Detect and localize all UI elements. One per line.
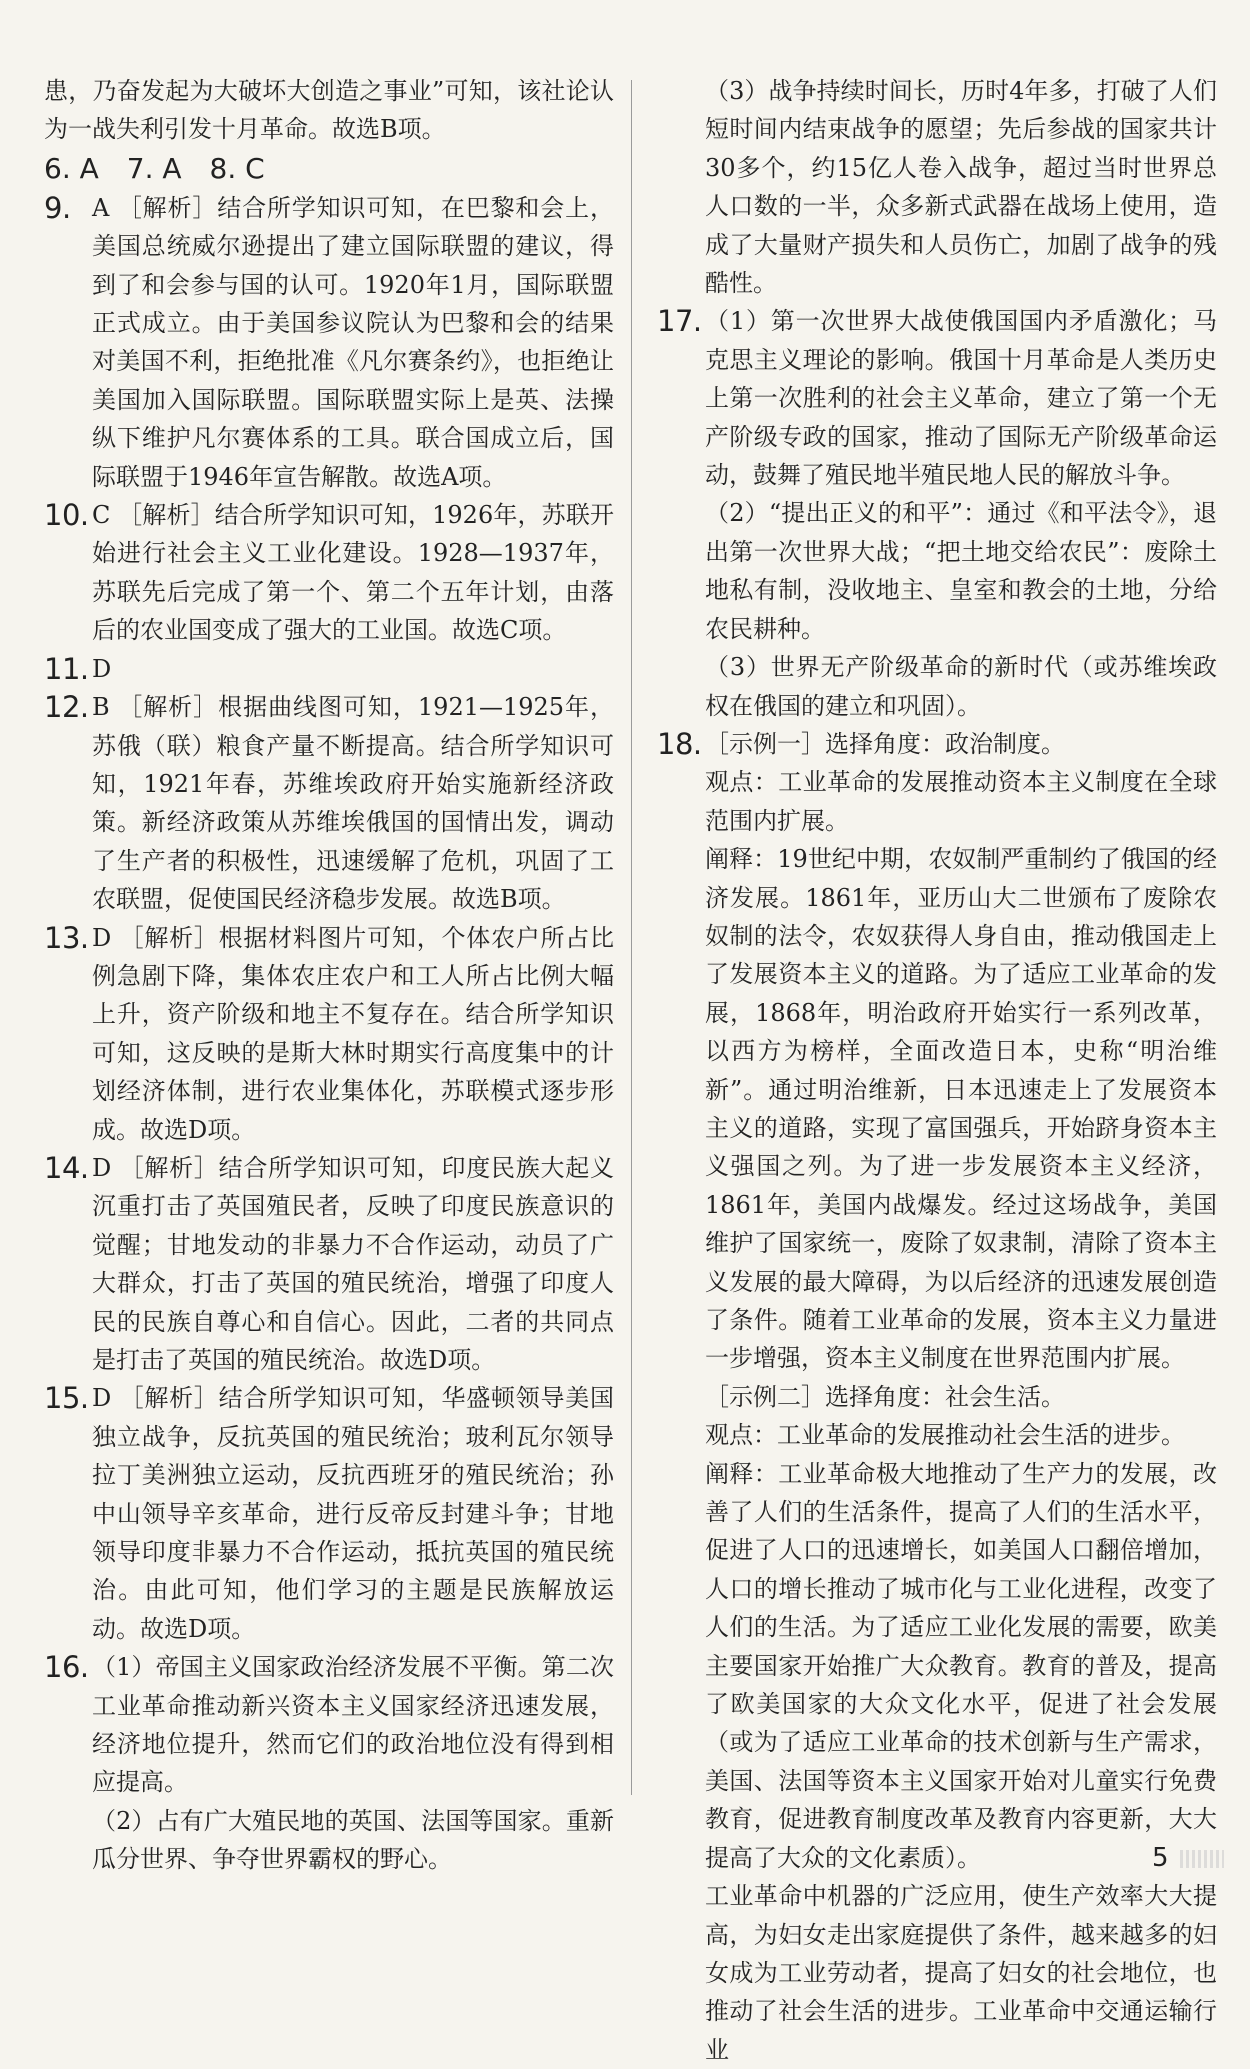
question-number: 17. xyxy=(657,304,702,339)
question-number: 15. xyxy=(44,1381,89,1416)
answer-part-1: （1）第一次世界大战使俄国国内矛盾激化；马克思主义理论的影响。俄国十月革命是人类历史上第一次胜利的社会主义革命，建立了第一个无产阶级专政的国家，推动了国际无产阶级革命运动，鼓舞了殖民地半殖民地人民的解放斗争。 xyxy=(705,307,1217,490)
column-divider xyxy=(631,80,632,1795)
example-1-viewpoint: 观点：工业革命的发展推动资本主义制度在全球范围内扩展。 xyxy=(705,768,1217,835)
question-11 xyxy=(44,650,614,688)
question-answer: B ［解析］根据曲线图可知，1921—1925年，苏俄（联）粮食产量不断提高。结合所学知识可知，1921年春，苏维埃政府开始实施新经济政策。新经济政策从苏维埃俄国的国情出发，调动了生产者的积极性，迅速缓解了危机，巩固了工农联盟，促使国民经济稳步发展。故选B项。 xyxy=(92,693,614,914)
answers-6-8: 6. A 7. A 8. C xyxy=(44,151,265,185)
question-number: 12. xyxy=(44,690,89,725)
question-17 xyxy=(657,302,1217,724)
question-18 xyxy=(657,725,1217,2069)
question-16-part-3: （3）战争持续时间长，历时4年多，打破了人们短时间内结束战争的愿望；先后参战的国家共计30多个，约15亿人卷入战争，超过当时世界总人口数的一半，众多新式武器在战场上使用，造成了大量财产损失和人员伤亡，加剧了战争的残酷性。 xyxy=(705,77,1217,298)
question-9 xyxy=(44,189,614,496)
answer-part-2: （2）“提出正义的和平”：通过《和平法令》，退出第一次世界大战；“把土地交给农民”：废除土地私有制，没收地主、皇室和教会的土地，分给农民耕种。 xyxy=(705,499,1217,643)
answer-part-1: （1）帝国主义国家政治经济发展不平衡。第二次工业革命推动新兴资本主义国家经济迅速发展，经济地位提升，然而它们的政治地位没有得到相应提高。 xyxy=(92,1653,614,1797)
page-number: 5 xyxy=(1152,1843,1169,1873)
question-answer: C ［解析］结合所学知识可知，1926年，苏联开始进行社会主义工业化建设。1928—1937年，苏联先后完成了第一个、第二个五年计划，由落后的农业国变成了强大的工业国。故选C项。 xyxy=(92,501,614,645)
question-10 xyxy=(44,496,614,650)
question-number: 18. xyxy=(657,726,702,761)
example-1-heading: ［示例一］选择角度：政治制度。 xyxy=(705,729,1065,758)
question-15 xyxy=(44,1379,614,1648)
answer-part-2: （2）占有广大殖民地的英国、法国等国家。重新瓜分世界、争夺世界霸权的野心。 xyxy=(92,1806,614,1874)
footer-decoration xyxy=(1180,1850,1224,1868)
question-answer: D ［解析］根据材料图片可知，个体农户所占比例急剧下降，集体农庄农户和工人所占比例大幅上升，资产阶级和地主不复存在。结合所学知识可知，这反映的是斯大林时期实行高度集中的计划经济体制，进行农业集体化，苏联模式逐步形成。故选D项。 xyxy=(92,923,614,1144)
question-answer: D xyxy=(92,654,112,683)
question-number: 9. xyxy=(44,190,71,225)
question-answer: D ［解析］结合所学知识可知，印度民族大起义沉重打击了英国殖民者，反映了印度民族意识的觉醒；甘地发动的非暴力不合作运动，动员了广大群众，打击了英国的殖民统治，增强了印度人民的民族自尊心和自信心。因此，二者的共同点是打击了英国的殖民统治。故选D项。 xyxy=(92,1153,614,1374)
question-number: 13. xyxy=(44,920,89,955)
example-1-explanation: 阐释：19世纪中期，农奴制严重制约了俄国的经济发展。1861年，亚历山大二世颁布了废除农奴制的法令，农奴获得人身自由，推动俄国走上了发展资本主义的道路。为了适应工业革命的发展，1868年，明治政府开始实行一系列改革，以西方为榜样，全面改造日本，史称“明治维新”。通过明治维新，日本迅速走上了发展资本主义的道路，实现了富国强兵，开始跻身资本主义强国之列。为了进一步发展资本主义经济，1861年，美国内战爆发。经过这场战争，美国维护了国家统一，废除了奴隶制，清除了资本主义发展的最大障碍，为以后经济的迅速发展创造了条件。随着工业革命的发展，资本主义力量进一步增强，资本主义制度在世界范围内扩展。 xyxy=(705,845,1217,1373)
question-16 xyxy=(44,1648,614,1878)
question-12 xyxy=(44,688,614,918)
question-number: 10. xyxy=(44,498,89,533)
question-number: 16. xyxy=(44,1650,89,1685)
example-2-explanation-cont: 工业革命中机器的广泛应用，使生产效率大大提高，为妇女走出家庭提供了条件，越来越多的妇女成为工业劳动者，提高了妇女的社会地位，也推动了社会生活的进步。工业革命中交通运输行业 xyxy=(705,1882,1217,2064)
example-2-explanation: 阐释：工业革命极大地推动了生产力的发展，改善了人们的生活条件，提高了人们的生活水平，促进了人口的迅速增长，如美国人口翻倍增加，人口的增长推动了城市化与工业化进程，改变了人们的生活。为了适应工业化发展的需要，欧美主要国家开始推广大众教育。教育的普及，提高了欧美国家的大众文化水平，促进了社会发展（或为了适应工业革命的技术创新与生产需求，美国、法国等资本主义国家开始对儿童实行免费教育，促进教育制度改革及教育内容更新，大大提高了大众的文化素质）。 xyxy=(705,1459,1217,1872)
question-answer: D ［解析］结合所学知识可知，华盛顿领导美国独立战争，反抗英国的殖民统治；玻利瓦尔领导拉丁美洲独立运动，反抗西班牙的殖民统治；孙中山领导辛亥革命，进行反帝反封建斗争；甘地领导印度非暴力不合作运动，抵抗英国的殖民统治。由此可知，他们学习的主题是民族解放运动。故选D项。 xyxy=(92,1384,614,1643)
example-2-viewpoint: 观点：工业革命的发展推动社会生活的进步。 xyxy=(705,1421,1185,1450)
example-2-heading: ［示例二］选择角度：社会生活。 xyxy=(705,1382,1065,1411)
question-answer: A ［解析］结合所学知识可知，在巴黎和会上，美国总统威尔逊提出了建立国际联盟的建议，得到了和会参与国的认可。1920年1月，国际联盟正式成立。由于美国参议院认为巴黎和会的结果对美国不利，拒绝批准《凡尔赛条约》，也拒绝让美国加入国际联盟。国际联盟实际上是英、法操纵下维护凡尔赛体系的工具。联合国成立后，国际联盟于1946年宣告解散。故选A项。 xyxy=(92,193,614,491)
question-number: 14. xyxy=(44,1150,89,1185)
question-number: 11. xyxy=(44,651,89,686)
question-13 xyxy=(44,919,614,1149)
answer-part-3: （3）世界无产阶级革命的新时代（或苏维埃政权在俄国的建立和巩固）。 xyxy=(705,653,1217,720)
right-column xyxy=(657,72,1217,2069)
intro-text: 患，乃奋发起为大破坏大创造之事业”可知，该社论认为一战失利引发十月革命。故选B项。 xyxy=(44,77,614,144)
left-column xyxy=(44,72,614,1879)
question-14 xyxy=(44,1149,614,1379)
